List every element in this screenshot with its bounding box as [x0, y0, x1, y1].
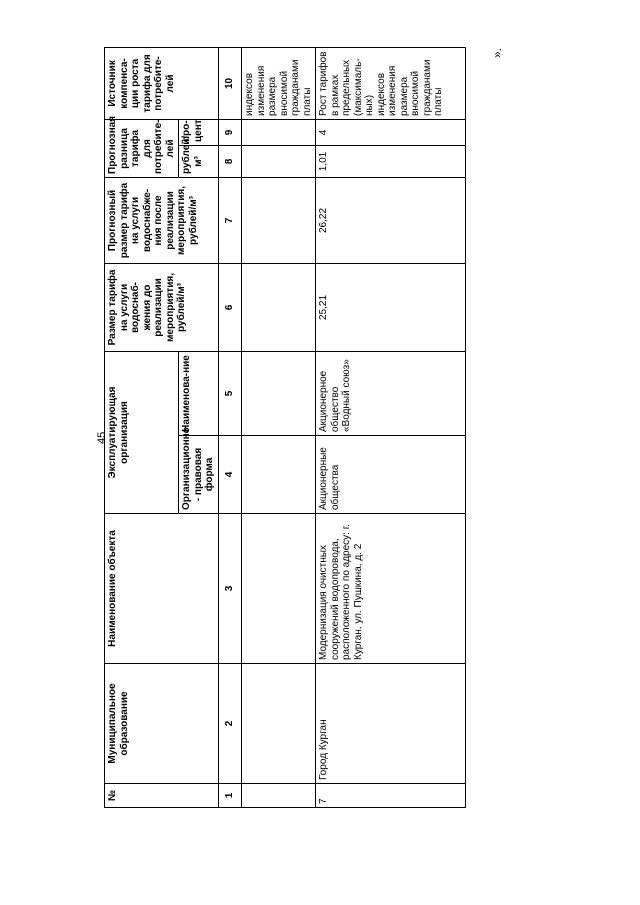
- continuation-source-cell: индексов изменения размера вносимой гражданами платы: [242, 47, 316, 119]
- cell: [242, 145, 316, 177]
- header-col1: №: [105, 784, 219, 808]
- cell: [242, 664, 316, 784]
- header-col5: Наименова-ние: [179, 351, 219, 435]
- object-name-cell: Модернизация очистных сооружений водопровода, расположенного по адресу: г. Курган, ул. Пушкина, д. 2: [316, 514, 466, 664]
- header-col6: Размер тарифа на услуги водоснаб-жения до реализации мероприятия, рублей/м³: [105, 263, 219, 351]
- cell: [242, 436, 316, 514]
- column-number: 6: [219, 263, 242, 351]
- column-number: 4: [219, 436, 242, 514]
- header-col4: Организационно - правовая форма: [179, 436, 219, 514]
- cell: [242, 514, 316, 664]
- cell: [242, 119, 316, 145]
- header-col3: Наименование объекта: [105, 514, 219, 664]
- tariff-after-cell: 26,22: [316, 177, 466, 263]
- page-number: 45: [96, 431, 108, 444]
- municipality-cell: Город Курган: [316, 664, 466, 784]
- header-col10: Источник компенса-ции роста тарифа для потребите-лей: [105, 47, 219, 119]
- tariff-before-cell: 25,21: [316, 263, 466, 351]
- column-number: 3: [219, 514, 242, 664]
- header-diff-group: Прогнозная разница тарифа для потребите-лей: [105, 119, 179, 177]
- rotated-table-container: [104, 48, 466, 808]
- closing-quote: ».: [490, 47, 504, 58]
- cell: [242, 263, 316, 351]
- row-number-cell: 7: [316, 784, 466, 808]
- column-number: 8: [219, 145, 242, 177]
- continuation-row: [242, 47, 316, 807]
- diff-rub-cell: 1,01: [316, 145, 466, 177]
- header-col2: Муниципальное образование: [105, 664, 219, 784]
- column-number: 1: [219, 784, 242, 808]
- header-col8: рублей/ м³: [179, 145, 219, 177]
- compensation-source-cell: Рост тарифов в рамках предельных (максималь-ных) индексов изменения размера вносимой гражданами платы: [316, 47, 466, 119]
- data-row: [316, 47, 466, 807]
- legal-form-cell: Акционерные общества: [316, 436, 466, 514]
- header-row-1: [105, 47, 179, 807]
- column-number: 2: [219, 664, 242, 784]
- cell: [242, 351, 316, 435]
- header-col9: про-цент: [179, 119, 219, 145]
- header-operator-group: Эксплуатирующая организация: [105, 351, 179, 513]
- tariff-table: [104, 47, 466, 808]
- column-number: 7: [219, 177, 242, 263]
- column-number: 9: [219, 119, 242, 145]
- header-col7: Прогнозный размер тарифа на услуги водоснабже-ния после реализации мероприятия, рублей/м³: [105, 177, 219, 263]
- column-number: 10: [219, 47, 242, 119]
- cell: [242, 177, 316, 263]
- organization-name-cell: Акционерное общество «Водный союз»: [316, 351, 466, 435]
- cell: [242, 784, 316, 808]
- diff-pct-cell: 4: [316, 119, 466, 145]
- column-number-row: [219, 47, 242, 807]
- column-number: 5: [219, 351, 242, 435]
